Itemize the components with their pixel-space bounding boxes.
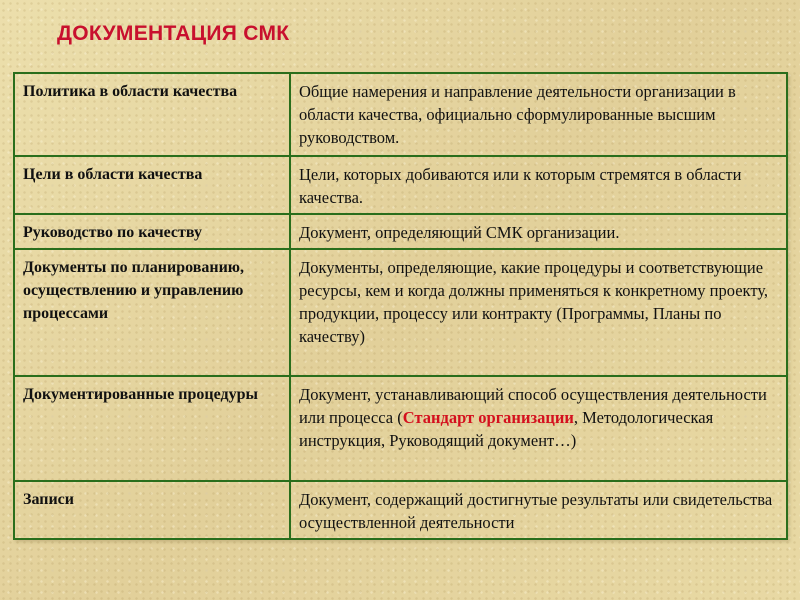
table-row (14, 156, 787, 214)
qms-documentation-table (13, 72, 788, 540)
definition-text: , Методологическая инструкция, Руководящий документ…) (299, 408, 714, 450)
table-row (14, 376, 787, 481)
term-cell: Документированные процедуры (14, 376, 290, 481)
definition-cell: Цели, которых добиваются или к которым стремятся в области качества. (290, 156, 787, 214)
definition-cell (290, 376, 787, 481)
term-cell: Цели в области качества (14, 156, 290, 214)
table-row (14, 73, 787, 156)
page-title: ДОКУМЕНТАЦИЯ СМК (57, 22, 290, 45)
table-row (14, 481, 787, 539)
definition-cell: Документ, определяющий СМК организации. (290, 214, 787, 249)
table-row (14, 249, 787, 376)
definition-cell: Документы, определяющие, какие процедуры и соответствующие ресурсы, кем и когда должны применяться к конкретному проекту, продукции, процессу или контракту (Программы, Планы по качеству) (290, 249, 787, 376)
term-cell: Документы по планированию, осуществлению и управлению процессами (14, 249, 290, 376)
table-row (14, 214, 787, 249)
definition-cell: Документ, содержащий достигнутые результаты или свидетельства осуществленной деятельности (290, 481, 787, 539)
term-cell: Записи (14, 481, 290, 539)
term-cell: Руководство по качеству (14, 214, 290, 249)
definition-text: Документ, устанавливающий способ осуществления деятельности или процесса ( (299, 385, 767, 427)
term-cell: Политика в области качества (14, 73, 290, 156)
highlighted-term: Стандарт организации (402, 408, 574, 427)
definition-cell: Общие намерения и направление деятельности организации в области качества, официально сформулированные высшим руководством. (290, 73, 787, 156)
